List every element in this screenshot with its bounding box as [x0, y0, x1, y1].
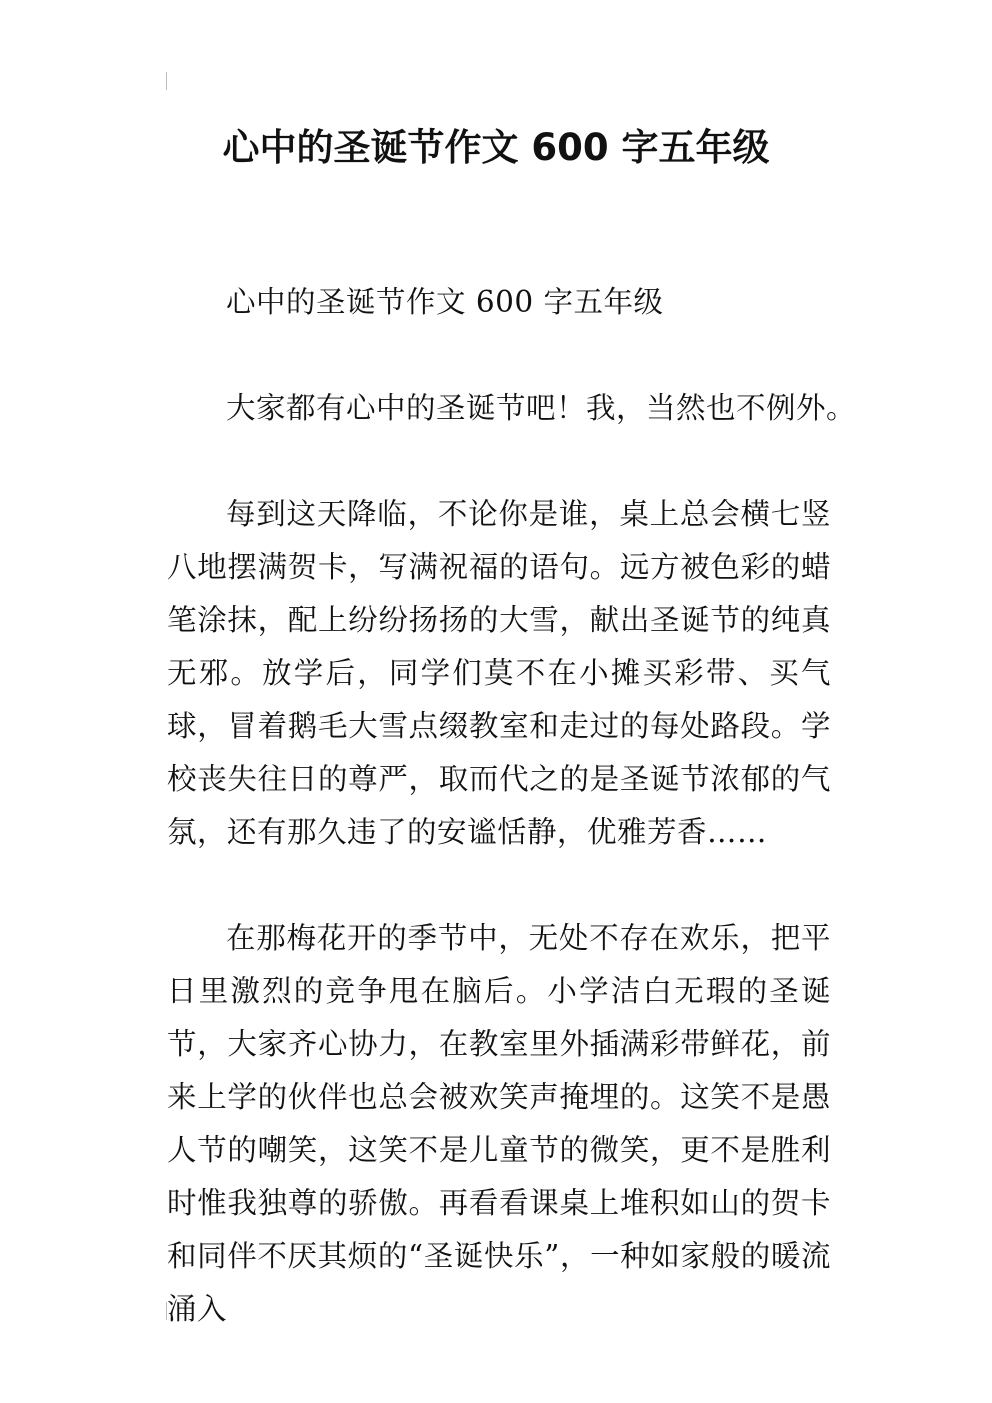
paragraph-body-2: 在那梅花开的季节中，无处不存在欢乐，把平日里激烈的竞争甩在脑后。小学洁白无瑕的圣诞节，大家齐心协力，在教室里外插满彩带鲜花，前来上学的伙伴也总会被欢笑声掩埋的。这笑不是愚人节的嘲笑，这笑不是儿童节的微笑，更不是胜利时惟我独尊的骄傲。再看看课桌上堆积如山的贺卡和同伴不厌其烦的“圣诞快乐”，一种如家般的暖流涌入 [167, 921, 831, 1326]
page-corner-mark-bottom [166, 1302, 167, 1320]
paragraph-intro: 大家都有心中的圣诞节吧！我，当然也不例外。 [226, 391, 857, 425]
document-body [167, 276, 857, 1389]
document-title: 心中的圣诞节作文 600 字五年级 [222, 126, 770, 169]
page-corner-mark-top [166, 72, 167, 90]
paragraph-body-1: 每到这天降临，不论你是谁，桌上总会横七竖八地摆满贺卡，写满祝福的语句。远方被色彩的蜡笔涂抹，配上纷纷扬扬的大雪，献出圣诞节的纯真无邪。放学后，同学们莫不在小摊买彩带、买气球，冒着鹅毛大雪点缀教室和走过的每处路段。学校丧失往日的尊严，取而代之的是圣诞节浓郁的气氛，还有那久违了的安谧恬静，优雅芳香…… [167, 497, 831, 849]
paragraph-subtitle: 心中的圣诞节作文 600 字五年级 [226, 285, 664, 319]
